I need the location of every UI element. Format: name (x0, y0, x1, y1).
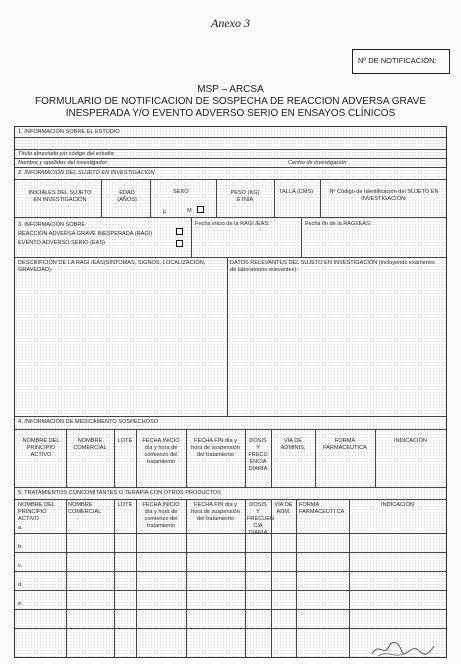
investigator-field[interactable]: Nombre y apellidos del investigador: (18, 160, 109, 166)
s4-col-indication: INDICACIÓN (394, 438, 427, 444)
relevant-data-field[interactable]: DATOS RELEVANTES DEL SUJETO EN INVESTIGACIÓN (incluyendo exámenes de laboratorios relevantes): (230, 260, 435, 273)
table-row-c[interactable]: c. (18, 563, 23, 569)
research-center-field[interactable]: Centro de investigación (288, 160, 347, 166)
notification-number-box[interactable]: Nº DE NOTIFICACIÓN: (352, 49, 450, 74)
s5-col-indication: INDICACIÓN (381, 502, 414, 508)
s4-col-dose: DOSIS Y FRECU ENCIA DIARIA (248, 438, 268, 472)
end-date-field[interactable]: Fecha fin de la RAGI/EAS: (305, 221, 372, 227)
s5-col-dose: DOSIS Y FRECUEN CIA DIARIA (247, 502, 275, 536)
table-row-d[interactable]: d. (18, 582, 23, 588)
subject-initials-field[interactable]: INICIALES DEL SUJETO EN INVESTIGACIÓN (28, 190, 92, 203)
s4-col-start-date: FECHA INICIO día y hora de comienzo del tratamiento (142, 438, 180, 465)
s4-col-end-date: FECHA FIN día y hora de suspensión del tratamiento (191, 438, 240, 458)
sex-label: SEXO (173, 189, 189, 195)
s5-col-dosage-form: FORMA FARMACEUTI CA (299, 502, 345, 515)
s4-col-batch: LOTE (117, 438, 133, 444)
section3-title: 3. INFORMACIÓN SOBRE (18, 222, 86, 228)
s5-col-end-date: FECHA FIN día y hora de suspensión del tratamiento (191, 502, 240, 522)
section5-title: 5. TRATAMIENTOS CONCOMITANTES O TERAPIA CON OTROS PRODUCTOS (18, 490, 221, 496)
subject-code-field[interactable]: Nº Código de Identificación del SUJETO EN INVESTIGACIÓN: (329, 189, 439, 202)
section1-title: 1. INFORMACIÓN SOBRE EL ESTUDIO (18, 129, 120, 135)
s4-col-dosage-form: FORMA FARMACEUTICA (323, 438, 367, 451)
form-title (0, 96, 461, 120)
s5-col-brand-name: NOMBRE COMERCIAL (68, 502, 102, 515)
notification-form (14, 126, 447, 658)
handwritten-signature (368, 636, 438, 660)
form-title-line1: FORMULARIO DE NOTIFICACION DE SOSPECHA DE REACCION ADVERSA GRAVE (35, 96, 426, 107)
sex-f-label: F (163, 210, 167, 216)
form-title-line2: INESPERADA Y/O EVENTO ADVERSO SERIO EN ENSAYOS CLÍNICOS (65, 108, 396, 119)
org-title: MSP – ARCSA (197, 84, 264, 95)
s5-col-route: VÍA DE ADM. (274, 502, 293, 515)
section4-title: 4. INFORMACIÓN DE MEDICAMENTO SOSPECHOSO (18, 419, 159, 425)
s4-col-route: VÍA DE ADMINIS. (280, 438, 306, 451)
age-field[interactable]: EDAD (AÑOS) (117, 190, 137, 203)
s4-col-active-ingredient: NOMBRE DEL PRINCIPIO ACTIVO (22, 438, 60, 458)
section2-title: 2. INFORMACIÓN DEL SUJETO EN INVESTIGACIÓN (18, 170, 155, 176)
study-title-field[interactable]: Título abreviado y/o código del estudio (18, 151, 114, 157)
description-field[interactable]: DESCRIPCIÓN DE LA RAGI /EAS(SÍNTOMAS, SIGNOS, LOCALIZACIÓN, GRAVEDAD): (18, 260, 206, 273)
weight-ethnicity-field[interactable]: PESO (KG) ETNIA (230, 190, 260, 203)
ragi-checkbox[interactable] (176, 228, 183, 235)
table-row-b[interactable]: b. (18, 544, 23, 550)
s4-col-brand-name: NOMBRE COMERCIAL (73, 438, 107, 451)
sex-m-checkbox[interactable] (197, 206, 204, 213)
height-field[interactable]: TALLA (CMS) (279, 189, 314, 195)
ragi-label: REACCION ADVERSA GRAVE INESPERADA (RAGI) (18, 231, 153, 237)
s5-col-batch: LOTE (117, 502, 133, 508)
s5-col-active-ingredient: NOMBRE DEL PRINCIPIO ACTIVO (18, 502, 55, 522)
s5-col-start-date: FECHA INICIO día y hora de comienzo del tratamiento (142, 502, 180, 529)
eas-label: EVENTO ADVERSO SERIO (EAS) (18, 240, 105, 246)
start-date-field[interactable]: Fecha inicio de la RAGI /EAS: (195, 221, 270, 227)
eas-checkbox[interactable] (176, 240, 183, 247)
table-row-e[interactable]: e. (18, 601, 23, 607)
sex-m-label: M (187, 208, 192, 214)
table-row-a[interactable]: a. (18, 525, 23, 531)
annex-label: Anexo 3 (211, 16, 250, 30)
